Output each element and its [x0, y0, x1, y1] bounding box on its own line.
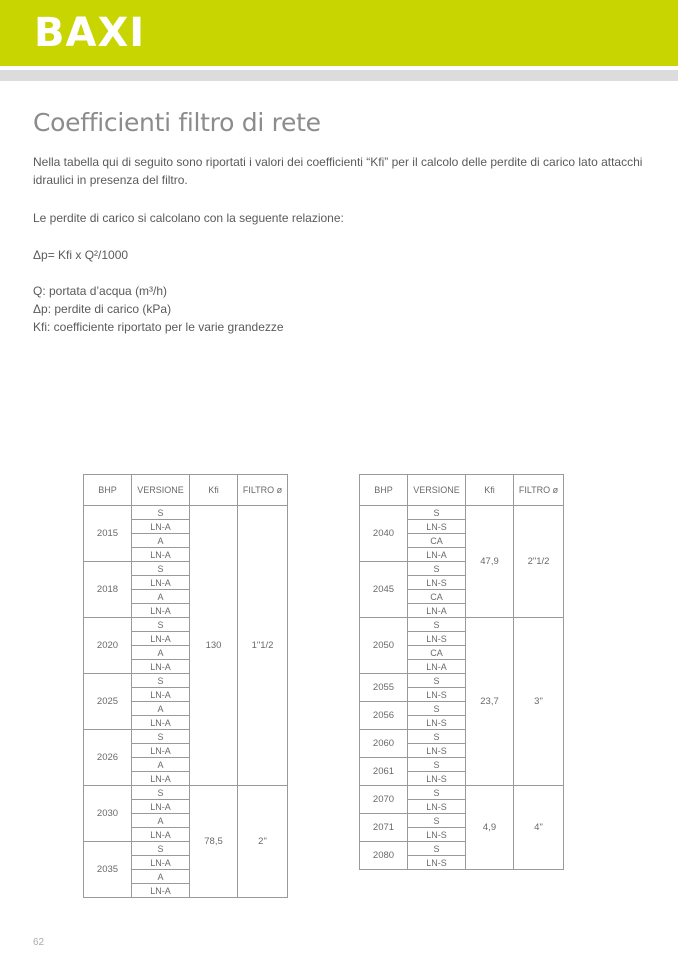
bhp-cell: 2030: [84, 786, 132, 842]
version-cell: S: [132, 674, 190, 688]
version-cell: LN-S: [408, 688, 466, 702]
bhp-cell: 2020: [84, 618, 132, 674]
version-cell: LN-S: [408, 744, 466, 758]
version-cell: S: [408, 786, 466, 800]
bhp-cell: 2061: [360, 758, 408, 786]
bhp-cell: 2045: [360, 562, 408, 618]
version-cell: CA: [408, 646, 466, 660]
version-cell: LN-A: [132, 744, 190, 758]
bhp-cell: 2071: [360, 814, 408, 842]
relation-paragraph: Le perdite di carico si calcolano con la seguente relazione:: [33, 211, 344, 225]
version-cell: LN-S: [408, 520, 466, 534]
filter-cell: 3": [514, 618, 564, 786]
version-cell: S: [408, 758, 466, 772]
version-cell: LN-A: [132, 800, 190, 814]
bhp-cell: 2018: [84, 562, 132, 618]
page-number: 62: [33, 937, 45, 948]
version-cell: LN-S: [408, 828, 466, 842]
version-cell: S: [408, 842, 466, 856]
table-row: [84, 786, 288, 800]
version-cell: LN-S: [408, 856, 466, 870]
version-cell: LN-A: [132, 772, 190, 786]
header-filtro: FILTRO ø: [514, 475, 564, 506]
version-cell: LN-A: [132, 632, 190, 646]
version-cell: S: [408, 814, 466, 828]
header-filtro: FILTRO ø: [238, 475, 288, 506]
version-cell: LN-A: [132, 688, 190, 702]
header-versione: VERSIONE: [408, 475, 466, 506]
version-cell: LN-A: [132, 520, 190, 534]
bhp-cell: 2040: [360, 506, 408, 562]
version-cell: A: [132, 534, 190, 548]
filter-cell: 4": [514, 786, 564, 870]
version-cell: LN-S: [408, 772, 466, 786]
table-header-row: [84, 475, 288, 506]
header-bhp: BHP: [84, 475, 132, 506]
version-cell: A: [132, 702, 190, 716]
legend-kfi: Kfi: coefficiente riportato per le varie grandezze: [33, 320, 284, 334]
version-cell: LN-A: [408, 604, 466, 618]
version-cell: LN-A: [132, 660, 190, 674]
version-cell: LN-A: [132, 884, 190, 898]
bhp-cell: 2035: [84, 842, 132, 898]
version-cell: S: [132, 618, 190, 632]
version-cell: LN-S: [408, 576, 466, 590]
bhp-cell: 2070: [360, 786, 408, 814]
legend-pressure-drop: Δp: perdite di carico (kPa): [33, 302, 172, 316]
kfi-table-large-models: [359, 474, 564, 870]
filter-cell: 1"1/2: [238, 506, 288, 786]
header-bhp: BHP: [360, 475, 408, 506]
version-cell: S: [132, 786, 190, 800]
version-cell: S: [408, 618, 466, 632]
bhp-cell: 2025: [84, 674, 132, 730]
version-cell: LN-A: [132, 716, 190, 730]
table-row: [84, 506, 288, 520]
page-title: Coefficienti filtro di rete: [33, 108, 321, 137]
version-cell: S: [408, 674, 466, 688]
version-cell: S: [408, 506, 466, 520]
baxi-logo: BAXI: [34, 10, 146, 56]
version-cell: A: [132, 646, 190, 660]
formula: Δp= Kfi x Q²/1000: [33, 248, 129, 262]
bhp-cell: 2055: [360, 674, 408, 702]
formula-legend: [33, 282, 284, 336]
version-cell: LN-S: [408, 632, 466, 646]
version-cell: A: [132, 758, 190, 772]
legend-flow-rate: Q: portata d’acqua (m³/h): [33, 284, 168, 298]
brand-header-bar: [0, 0, 678, 66]
version-cell: LN-A: [408, 660, 466, 674]
intro-paragraph: Nella tabella qui di seguito sono riportati i valori dei coefficienti “Kfi” per il calcolo delle perdite di carico lato attacchi idraulici in presenza del filtro.: [33, 155, 643, 187]
version-cell: S: [132, 562, 190, 576]
bhp-cell: 2015: [84, 506, 132, 562]
version-cell: S: [132, 842, 190, 856]
version-cell: S: [408, 730, 466, 744]
version-cell: LN-A: [132, 856, 190, 870]
version-cell: LN-A: [132, 548, 190, 562]
table-row: [360, 618, 564, 632]
bhp-cell: 2026: [84, 730, 132, 786]
table-row: [360, 786, 564, 800]
version-cell: S: [408, 702, 466, 716]
bhp-cell: 2080: [360, 842, 408, 870]
version-cell: A: [132, 590, 190, 604]
filter-cell: 2"1/2: [514, 506, 564, 618]
header-divider-bar: [0, 70, 678, 81]
bhp-cell: 2060: [360, 730, 408, 758]
kfi-cell: 78,5: [190, 786, 238, 898]
version-cell: A: [132, 814, 190, 828]
kfi-cell: 23,7: [466, 618, 514, 786]
bhp-cell: 2050: [360, 618, 408, 674]
version-cell: LN-A: [408, 548, 466, 562]
kfi-table-small-models: [83, 474, 288, 898]
header-versione: VERSIONE: [132, 475, 190, 506]
version-cell: CA: [408, 534, 466, 548]
kfi-cell: 47,9: [466, 506, 514, 618]
table-header-row: [360, 475, 564, 506]
kfi-cell: 130: [190, 506, 238, 786]
header-kfi: Kfi: [190, 475, 238, 506]
version-cell: CA: [408, 590, 466, 604]
version-cell: LN-A: [132, 576, 190, 590]
version-cell: S: [408, 562, 466, 576]
version-cell: A: [132, 870, 190, 884]
version-cell: LN-A: [132, 828, 190, 842]
header-kfi: Kfi: [466, 475, 514, 506]
version-cell: LN-S: [408, 800, 466, 814]
version-cell: LN-S: [408, 716, 466, 730]
version-cell: S: [132, 730, 190, 744]
version-cell: LN-A: [132, 604, 190, 618]
bhp-cell: 2056: [360, 702, 408, 730]
table-row: [360, 506, 564, 520]
version-cell: S: [132, 506, 190, 520]
filter-cell: 2": [238, 786, 288, 898]
kfi-cell: 4,9: [466, 786, 514, 870]
